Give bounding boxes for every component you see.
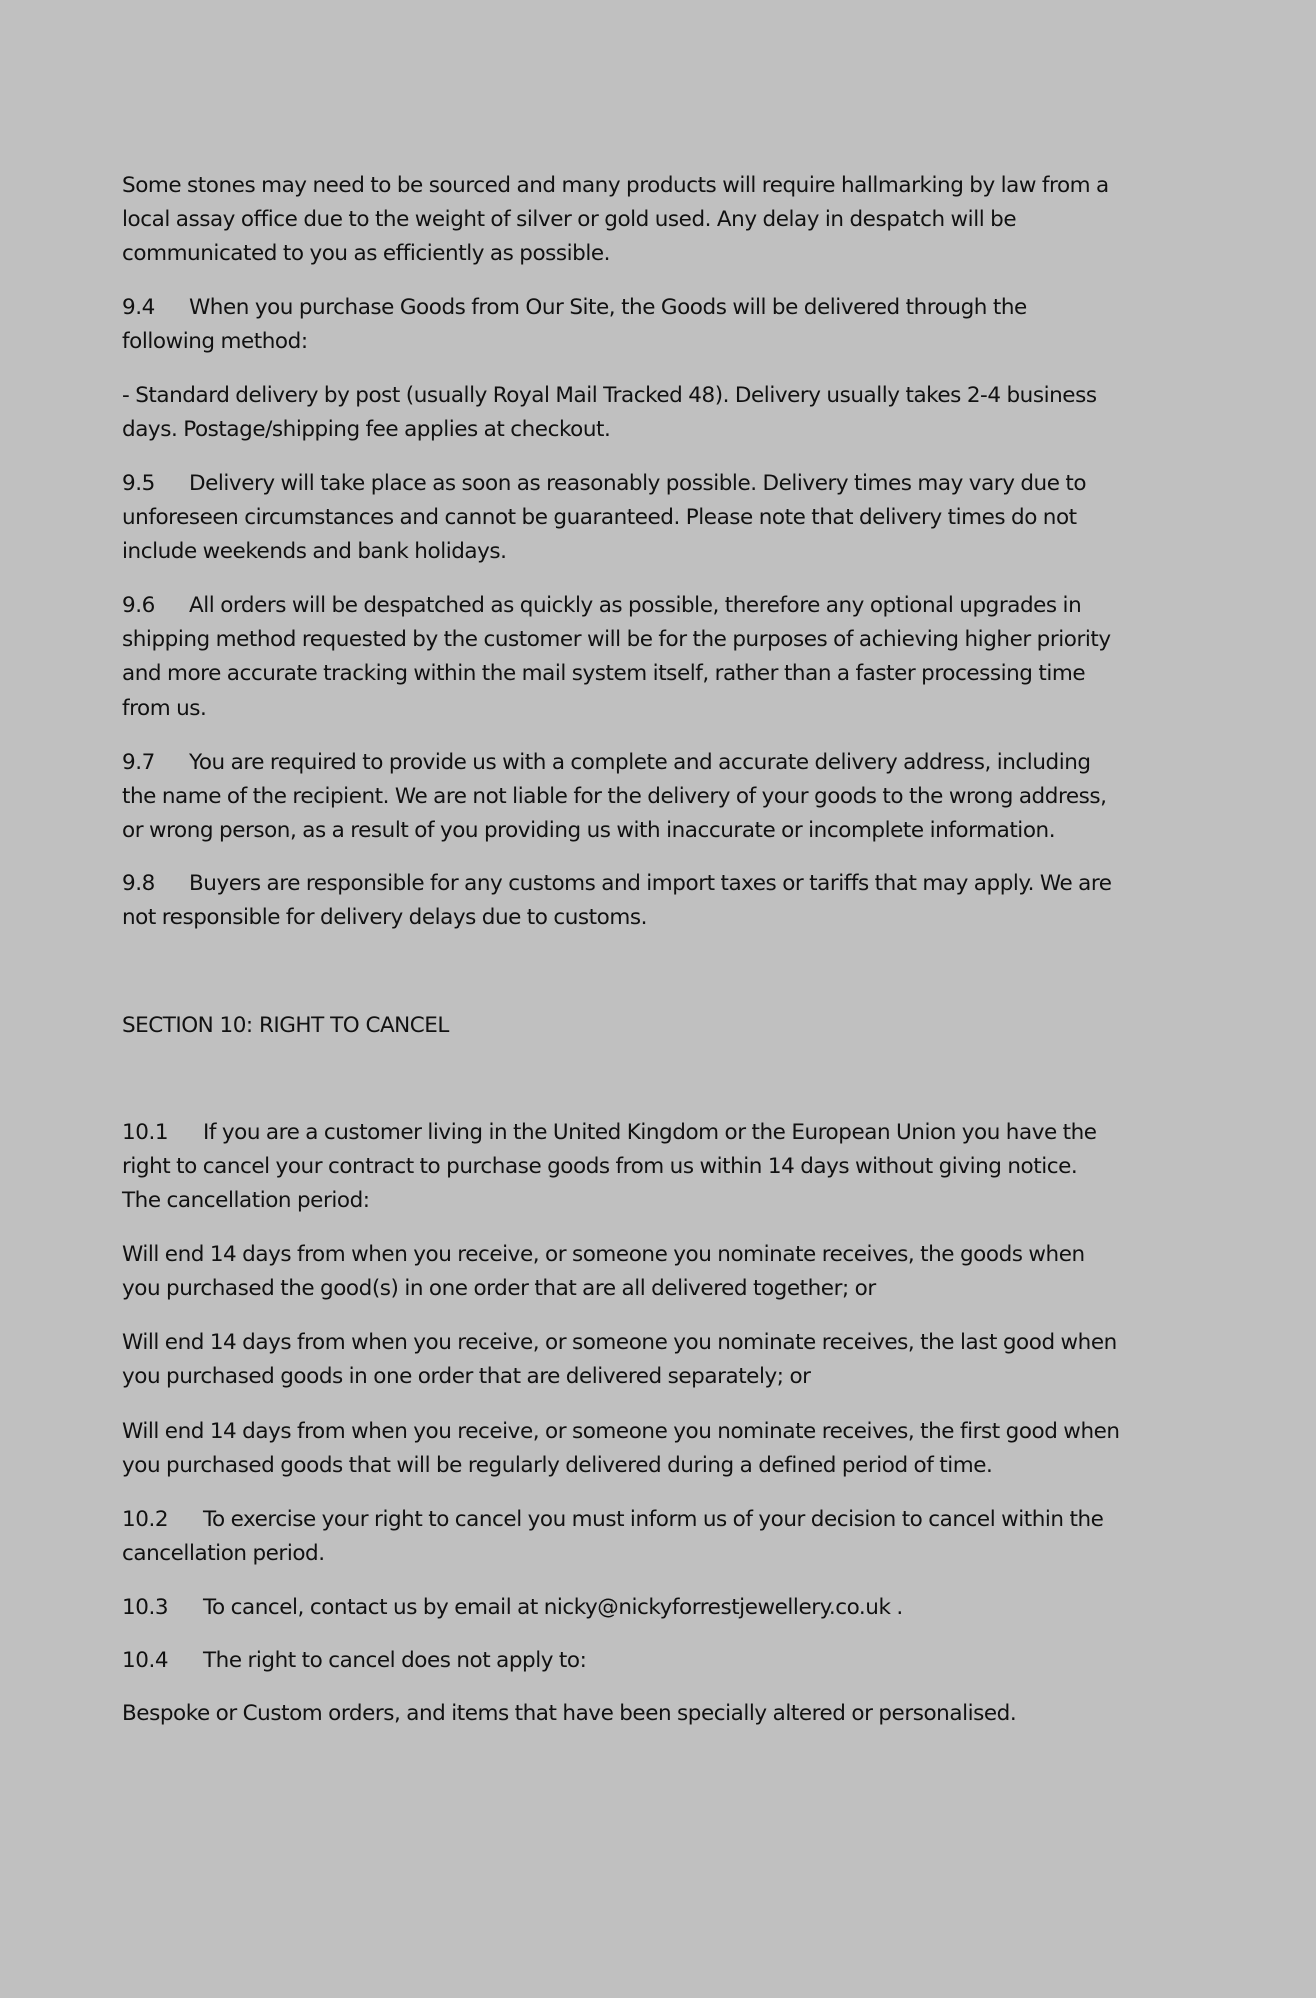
text-line: include weekends and bank holidays. [122,539,507,565]
clause-number: 9.8 [122,871,155,896]
clause-9-4 [122,291,1212,359]
text-line: local assay office due to the weight of silver or gold used. Any delay in despatch will be [122,207,1017,233]
clause-10-4 [122,1644,1212,1678]
clause-number: 10.4 [122,1648,169,1673]
text-line: days. Postage/shipping fee applies at checkout. [122,417,611,443]
clause-9-7 [122,746,1212,849]
clause-text: When you purchase Goods from Our Site, the Goods will be delivered through the [189,295,1027,320]
clause-number: 10.1 [122,1120,169,1145]
cancellation-condition-3 [122,1415,1212,1483]
clause-10-2 [122,1503,1212,1571]
text-line: - Standard delivery by post (usually Royal Mail Tracked 48). Delivery usually takes 2-4 business [122,383,1097,408]
text-line: or wrong person, as a result of you providing us with inaccurate or incomplete information. [122,818,1056,844]
text-line: and more accurate tracking within the mail system itself, rather than a faster processing time [122,661,1086,687]
clause-number: 9.5 [122,471,155,496]
text-line [122,1116,1212,1150]
clause-number: 9.7 [122,750,155,775]
clause-text: . [890,1595,903,1620]
clause-text: Delivery will take place as soon as reasonably possible. Delivery times may vary due to [189,471,1087,496]
text-line: The cancellation period: [122,1188,370,1214]
cancellation-condition-2 [122,1326,1212,1394]
text-line: shipping method requested by the customer will be for the purposes of achieving higher priority [122,627,1111,653]
clause-10-3 [122,1591,1212,1625]
text-line: following method: [122,329,308,355]
clause-number: 10.2 [122,1507,169,1532]
clause-text: To cancel, contact us by email at [203,1595,544,1620]
email-link[interactable]: nicky@nickyforrestjewellery.co.uk [543,1595,891,1620]
text-line: Some stones may need to be sourced and many products will require hallmarking by law from a [122,173,1109,198]
text-line [122,1644,1212,1678]
text-line: cancellation period. [122,1541,325,1567]
section-heading: SECTION 10: RIGHT TO CANCEL [122,1013,449,1038]
text-line: right to cancel your contract to purchase goods from us within 14 days without giving notice. [122,1154,1078,1180]
text-line: communicated to you as efficiently as possible. [122,241,611,267]
clause-number: 10.3 [122,1595,169,1620]
clause-10-1 [122,1116,1212,1219]
text-line [122,589,1212,623]
text-line: from us. [122,695,207,721]
clause-text: The right to cancel does not apply to: [203,1648,587,1673]
text-line: Will end 14 days from when you receive, or someone you nominate receives, the last good when [122,1330,1117,1355]
text-line [122,291,1212,325]
text-line: you purchased goods that will be regularly delivered during a defined period of time. [122,1453,993,1479]
text-line: you purchased goods in one order that are delivered separately; or [122,1364,811,1390]
text-line: Bespoke or Custom orders, and items that have been specially altered or personalised. [122,1701,1017,1726]
text-line: you purchased the good(s) in one order that are all delivered together; or [122,1276,876,1302]
text-line: unforeseen circumstances and cannot be guaranteed. Please note that delivery times do not [122,505,1077,531]
clause-text: If you are a customer living in the United Kingdom or the European Union you have the [203,1120,1097,1145]
text-line: not responsible for delivery delays due to customs. [122,905,647,931]
text-line [122,467,1212,501]
text-line: Will end 14 days from when you receive, or someone you nominate receives, the goods when [122,1242,1085,1267]
clause-number: 9.4 [122,295,155,320]
text-line [122,746,1212,780]
clause-text: All orders will be despatched as quickly as possible, therefore any optional upgrades in [189,593,1082,618]
cancellation-exclusions [122,1697,1212,1731]
text-line [122,1503,1212,1537]
cancellation-condition-1 [122,1238,1212,1306]
clause-text: To exercise your right to cancel you must inform us of your decision to cancel within the [203,1507,1104,1532]
paragraph-sourcing-hallmarking [122,169,1212,272]
text-line: Will end 14 days from when you receive, or someone you nominate receives, the first good when [122,1419,1120,1444]
delivery-method-bullet [122,379,1212,447]
text-line [122,1591,1212,1625]
clause-9-6 [122,589,1212,726]
clause-9-5 [122,467,1212,570]
text-line [122,867,1212,901]
clause-text: Buyers are responsible for any customs and import taxes or tariffs that may apply. We are [189,871,1112,896]
clause-text: You are required to provide us with a complete and accurate delivery address, including [189,750,1091,775]
text-line: the name of the recipient. We are not liable for the delivery of your goods to the wrong address, [122,784,1107,810]
clause-9-8 [122,867,1212,935]
clause-number: 9.6 [122,593,155,618]
